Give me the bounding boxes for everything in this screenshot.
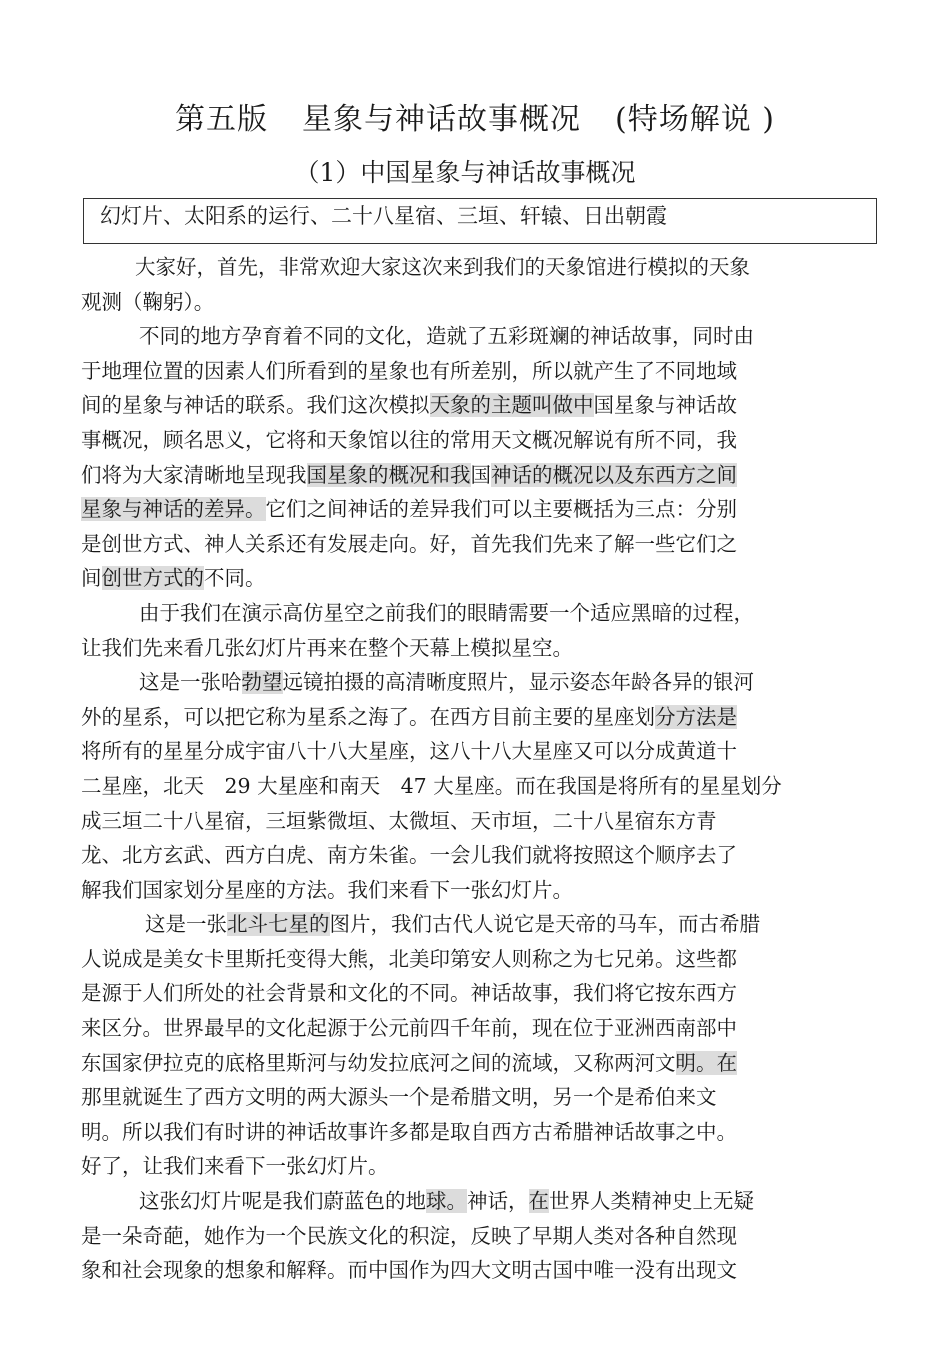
text-line [81, 527, 881, 562]
highlighted-text: 神话的概况以及东西方之间 [491, 462, 737, 487]
text-line [81, 804, 881, 839]
text-segment: 成三垣二十八星宿，三垣紫微垣、太微垣、天市垣，二十八星宿东方青 [81, 808, 717, 833]
text-segment: 人说成是美女卡里斯托变得大熊，北美印第安人则称之为七兄弟。这些都 [81, 946, 737, 971]
text-line [81, 1011, 881, 1046]
highlighted-text: 创世方式的 [101, 566, 204, 591]
text-segment: 让我们先来看几张幻灯片再来在整个天幕上模拟星空。 [81, 635, 573, 660]
highlighted-text: 星象与神话的差异。 [81, 497, 266, 522]
text-line [81, 1149, 881, 1184]
text-segment: 图片，我们古代人说它是天帝的马车，而古希腊 [329, 912, 760, 937]
text-line [81, 769, 881, 804]
text-segment: 们将为大家清晰地呈现我 [81, 462, 307, 487]
text-segment: 国星象与神话故 [593, 393, 737, 418]
text-segment: 国 [470, 462, 491, 487]
text-line [81, 319, 881, 354]
text-segment: 间 [81, 566, 102, 591]
text-segment: 将所有的星星分成宇宙八十八大星座，这八十八大星座又可以分成黄道十 [81, 739, 737, 764]
highlighted-text: 球。 [426, 1189, 467, 1214]
text-segment: 事概况，顾名思义，它将和天象馆以往的常用天文概况解说有所不同，我 [81, 427, 737, 452]
text-line [81, 596, 881, 631]
text-line [81, 1253, 881, 1288]
text-segment: 好了，让我们来看下一张幻灯片。 [81, 1154, 389, 1179]
text-line [81, 631, 881, 666]
text-segment: 它们之间神话的差异我们可以主要概括为三点：分别 [265, 497, 737, 522]
highlighted-text: 北斗七星的 [227, 912, 330, 937]
highlighted-text: 天象的主题叫做中 [429, 393, 594, 418]
text-segment: 象和社会现象的想象和解释。而中国作为四大文明古国中唯一没有出现文 [81, 1258, 737, 1283]
text-segment: 那里就诞生了西方文明的两大源头一个是希腊文明，另一个是希伯来文 [81, 1085, 717, 1110]
text-segment: 是源于人们所处的社会背景和文化的不同。神话故事，我们将它按东西方 [81, 981, 737, 1006]
text-segment: 这是一张哈 [139, 670, 242, 695]
text-segment: 世界人类精神史上无疑 [549, 1189, 754, 1214]
text-segment: 不同的地方孕育着不同的文化，造就了五彩斑斓的神话故事，同时由 [139, 324, 754, 349]
text-segment: 神话， [467, 1189, 529, 1214]
text-line [81, 492, 881, 527]
section-subtitle: （1）中国星象与神话故事概况 [294, 158, 636, 187]
text-segment: 解我们国家划分星座的方法。我们来看下一张幻灯片。 [81, 877, 573, 902]
text-line [81, 907, 881, 942]
title-main: 星象与神话故事概况 [302, 102, 582, 137]
text-line [81, 1115, 881, 1150]
highlighted-text: 国星象的概况和我 [306, 462, 471, 487]
text-segment: 龙、北方玄武、西方白虎、南方朱雀。一会儿我们就将按照这个顺序去了 [81, 843, 737, 868]
text-line [81, 942, 881, 977]
highlighted-text: 分方法是 [655, 704, 737, 729]
text-line [81, 285, 881, 320]
text-segment: 观测（鞠躬）。 [81, 289, 215, 314]
text-line [81, 976, 881, 1011]
text-segment: 这张幻灯片呢是我们蔚蓝色的地 [139, 1189, 426, 1214]
text-line [81, 354, 881, 389]
highlighted-text: 明。在 [675, 1050, 737, 1075]
text-segment: 东国家伊拉克的底格里斯河与幼发拉底河之间的流域，又称两河文 [81, 1050, 676, 1075]
text-segment: 间的星象与神话的联系。我们这次模拟 [81, 393, 430, 418]
text-segment: 由于我们在演示高仿星空之前我们的眼睛需要一个适应黑暗的过程， [139, 600, 754, 625]
text-line [81, 1080, 881, 1115]
body-text [81, 250, 881, 1288]
text-line [81, 458, 881, 493]
page-title [0, 98, 950, 142]
text-line [81, 1184, 881, 1219]
title-note: (特场解说 ) [615, 102, 775, 137]
text-segment: 远镜拍摄的高清晰度照片，显示姿态年龄各异的银河 [282, 670, 754, 695]
text-line [81, 1046, 881, 1081]
highlighted-text: 勃望 [241, 670, 283, 695]
text-segment: 不同。 [204, 566, 266, 591]
text-segment: 这是一张 [145, 912, 227, 937]
text-line [81, 388, 881, 423]
text-line [81, 423, 881, 458]
text-segment: 二星座，北天 29 大星座和南天 47 大星座。而在我国是将所有的星星划分 [81, 773, 782, 798]
topics-box [83, 198, 877, 244]
text-line [81, 873, 881, 908]
text-segment: 外的星系，可以把它称为星系之海了。在西方目前主要的星座划 [81, 704, 655, 729]
text-line [81, 734, 881, 769]
text-segment: 是一朵奇葩，她作为一个民族文化的积淀，反映了早期人类对各种自然现 [81, 1223, 737, 1248]
text-line [81, 250, 881, 285]
text-line [81, 838, 881, 873]
title-edition: 第五版 [175, 102, 269, 137]
highlighted-text: 在 [528, 1189, 549, 1214]
text-segment: 于地理位置的因素人们所看到的星象也有所差别，所以就产生了不同地域 [81, 358, 737, 383]
text-line [81, 1219, 881, 1254]
text-segment: 来区分。世界最早的文化起源于公元前四千年前，现在位于亚洲西南部中 [81, 1016, 737, 1041]
text-line [81, 665, 881, 700]
text-line [81, 700, 881, 735]
text-segment: 是创世方式、神人关系还有发展走向。好，首先我们先来了解一些它们之 [81, 531, 737, 556]
text-segment: 明。所以我们有时讲的神话故事许多都是取自西方古希腊神话故事之中。 [81, 1119, 737, 1144]
topics-text: 幻灯片、太阳系的运行、二十八星宿、三垣、轩辕、日出朝霞 [100, 204, 667, 228]
text-line [81, 561, 881, 596]
text-segment: 大家好，首先，非常欢迎大家这次来到我们的天象馆进行模拟的天象 [135, 255, 750, 279]
